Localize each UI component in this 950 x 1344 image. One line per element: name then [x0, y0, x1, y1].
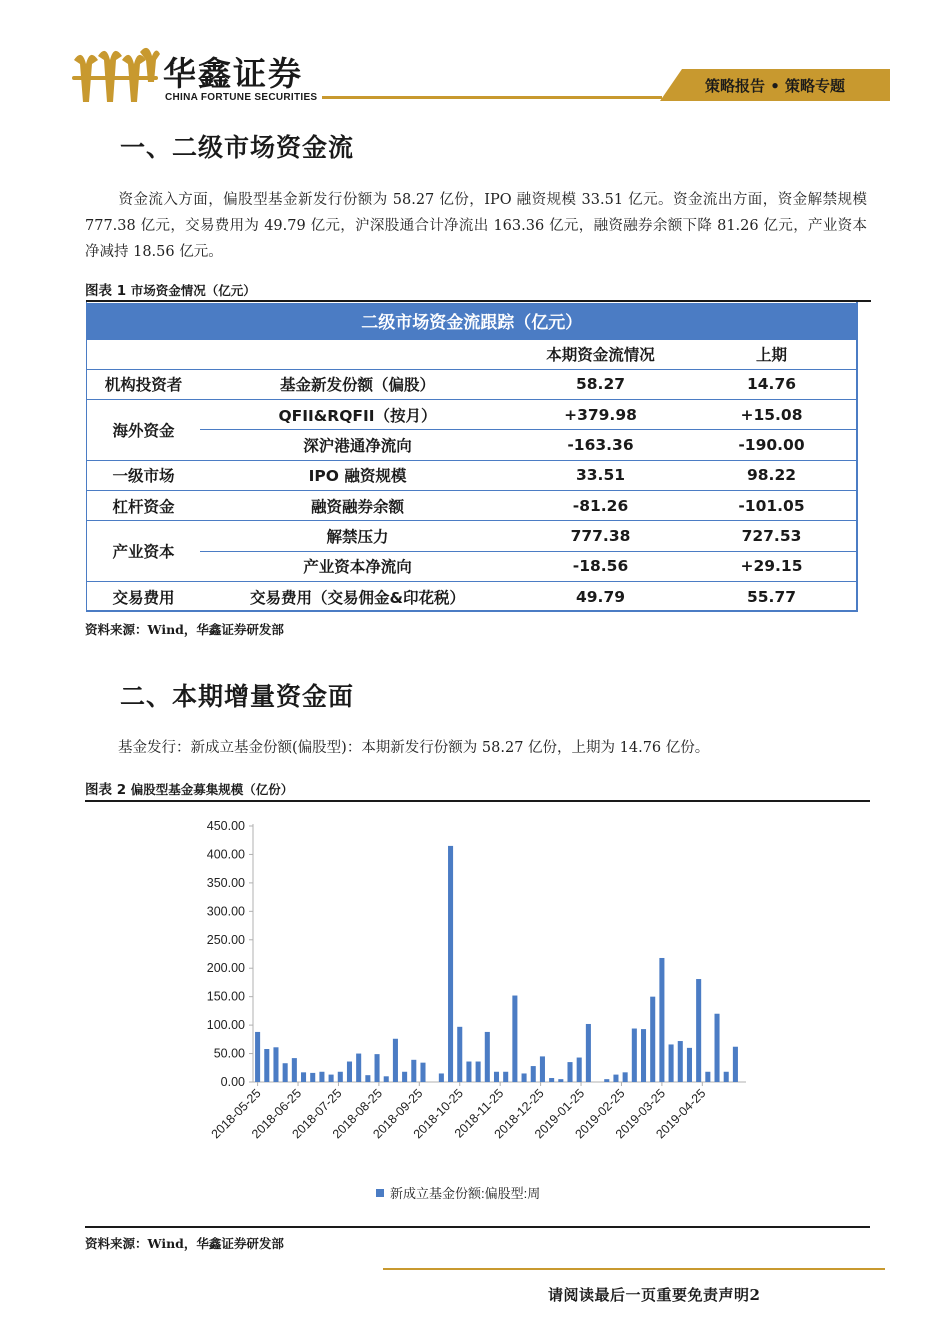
data-bar	[466, 1062, 471, 1082]
data-bar	[310, 1073, 315, 1082]
section-2-paragraph-text: 基金发行：新成立基金份额(偏股型)：本期新发行份额为 58.27 亿份，上期为 14.76 亿份。	[118, 740, 710, 756]
x-tick-label: 2018-12-25	[491, 1086, 547, 1142]
data-bar	[586, 1024, 591, 1082]
section-2-paragraph	[85, 735, 867, 761]
previous-cell: -190.00	[686, 430, 857, 460]
figure-2-title: 偏股型基金募集规模（亿份）	[130, 782, 294, 797]
table-header-row	[87, 339, 857, 369]
x-tick-label: 2019-02-25	[572, 1086, 628, 1142]
category-cell: 机构投资者	[87, 369, 200, 399]
data-bar	[420, 1063, 425, 1082]
legend-swatch	[376, 1189, 384, 1197]
data-bar	[632, 1029, 637, 1082]
table-row	[87, 369, 857, 399]
data-bar	[292, 1058, 297, 1082]
figure-2-caption	[85, 778, 293, 798]
current-cell: -18.56	[515, 551, 686, 581]
fund-issuance-bar-chart	[200, 812, 800, 1222]
data-bar	[476, 1062, 481, 1082]
data-bar	[696, 979, 701, 1082]
data-bar	[347, 1062, 352, 1082]
data-bar	[393, 1039, 398, 1082]
report-type-label: 策略报告 • 策略专题	[705, 77, 846, 95]
data-bar	[733, 1047, 738, 1082]
data-bar	[687, 1048, 692, 1082]
y-tick-label: 250.00	[206, 932, 245, 947]
data-bar	[540, 1056, 545, 1082]
previous-cell: 727.53	[686, 521, 857, 551]
current-cell: +379.98	[515, 400, 686, 430]
data-bar	[678, 1041, 683, 1082]
footer-disclaimer-text: 请阅读最后一页重要免责声明	[548, 1286, 750, 1304]
footer-disclaimer	[548, 1284, 760, 1305]
y-tick-label: 50.00	[213, 1046, 245, 1061]
data-bar	[365, 1075, 370, 1082]
figure-1-rule	[86, 300, 871, 302]
y-tick-label: 0.00	[220, 1075, 245, 1089]
y-tick-label: 100.00	[206, 1018, 245, 1033]
data-bar	[384, 1076, 389, 1082]
data-bar	[659, 958, 664, 1082]
data-bar	[567, 1062, 572, 1082]
item-cell: 产业资本净流向	[200, 551, 515, 581]
data-bar	[264, 1049, 269, 1082]
data-bar	[503, 1072, 508, 1082]
previous-cell: 98.22	[686, 460, 857, 490]
data-bar	[356, 1054, 361, 1082]
data-bar	[715, 1014, 720, 1082]
y-tick-label: 300.00	[206, 904, 245, 919]
page-number: 2	[749, 1286, 761, 1304]
data-bar	[255, 1032, 260, 1082]
company-logo-icon	[70, 42, 160, 106]
data-bar	[558, 1079, 563, 1082]
figure-2-rule-top	[85, 800, 870, 802]
section-1-heading: 一、二级市场资金流	[120, 133, 355, 162]
figure-1-label: 图表 1	[85, 283, 127, 299]
x-tick-label: 2018-11-25	[451, 1086, 507, 1141]
header-previous: 上期	[686, 339, 857, 369]
current-cell: -81.26	[515, 490, 686, 520]
x-tick-label: 2018-06-25	[249, 1086, 305, 1142]
data-bar	[402, 1072, 407, 1082]
data-bar	[623, 1072, 628, 1082]
data-bar	[338, 1072, 343, 1082]
x-tick-label: 2019-01-25	[532, 1086, 588, 1142]
table-title-row	[87, 303, 857, 339]
table-row	[87, 490, 857, 520]
data-bar	[531, 1066, 536, 1082]
x-tick-label: 2019-03-25	[612, 1086, 669, 1142]
data-bar	[411, 1060, 416, 1082]
data-bar	[577, 1058, 582, 1082]
x-tick-label: 2018-10-25	[410, 1086, 466, 1142]
data-bar	[375, 1054, 380, 1082]
data-bar	[319, 1072, 324, 1082]
data-bar	[669, 1044, 674, 1082]
figure-1-caption	[85, 279, 256, 299]
y-tick-label: 350.00	[206, 875, 245, 890]
data-bar	[448, 846, 453, 1082]
category-cell: 产业资本	[87, 521, 200, 582]
company-name-en: CHINA FORTUNE SECURITIES	[165, 92, 318, 103]
company-name-cn: 华鑫证券	[163, 54, 303, 93]
item-cell: IPO 融资规模	[200, 460, 515, 490]
data-bar	[604, 1079, 609, 1082]
data-bar	[273, 1047, 278, 1082]
previous-cell: +15.08	[686, 400, 857, 430]
y-tick-label: 200.00	[206, 961, 245, 976]
data-bar	[705, 1072, 710, 1082]
table-row	[87, 460, 857, 490]
category-cell: 一级市场	[87, 460, 200, 490]
data-bar	[724, 1072, 729, 1082]
y-tick-label: 150.00	[206, 989, 245, 1004]
category-cell: 交易费用	[87, 581, 200, 611]
data-bar	[457, 1027, 462, 1082]
capital-flow-table	[87, 303, 858, 612]
data-bar	[439, 1073, 444, 1082]
table-title: 二级市场资金流跟踪（亿元）	[87, 303, 857, 339]
item-cell: 基金新发份额（偏股）	[200, 369, 515, 399]
previous-cell: +29.15	[686, 551, 857, 581]
data-bar	[485, 1032, 490, 1082]
table-row	[87, 430, 857, 460]
x-tick-label: 2018-05-25	[208, 1086, 264, 1142]
x-tick-label: 2018-07-25	[289, 1086, 345, 1142]
data-bar	[301, 1072, 306, 1082]
table-row	[87, 551, 857, 581]
current-cell: 777.38	[515, 521, 686, 551]
current-cell: 49.79	[515, 581, 686, 611]
data-bar	[613, 1075, 618, 1082]
legend-label: 新成立基金份额:偏股型:周	[390, 1186, 541, 1201]
previous-cell: 55.77	[686, 581, 857, 611]
section-1-paragraph	[85, 187, 867, 265]
source-note-1: 资料来源：Wind，华鑫证券研发部	[85, 622, 284, 637]
item-cell: 深沪港通净流向	[200, 430, 515, 460]
header-divider	[322, 96, 662, 99]
current-cell: 58.27	[515, 369, 686, 399]
item-cell: QFII&RQFII（按月）	[200, 400, 515, 430]
table-row	[87, 581, 857, 611]
section-1-paragraph-text: 资金流入方面，偏股型基金新发行份额为 58.27 亿份，IPO 融资规模 33.51 亿元。资金流出方面，资金解禁规模 777.38 亿元，交易费用为 49.79 亿元，沪深股通合计净流出 163.36 亿元，融资融券余额下降 81.26 亿元，产业资本净减持 18.56 亿元。	[85, 192, 867, 260]
current-cell: -163.36	[515, 430, 686, 460]
data-bar	[650, 997, 655, 1082]
y-tick-label: 400.00	[206, 847, 245, 862]
footer-divider	[383, 1268, 885, 1270]
x-tick-label: 2018-08-25	[329, 1086, 386, 1142]
figure-2-label: 图表 2	[85, 782, 127, 798]
category-cell: 杠杆资金	[87, 490, 200, 520]
y-tick-label: 450.00	[206, 819, 245, 833]
figure-1-title: 市场资金情况（亿元）	[130, 283, 256, 298]
header-current: 本期资金流情况	[515, 339, 686, 369]
data-bar	[641, 1029, 646, 1082]
section-2-heading: 二、本期增量资金面	[120, 682, 355, 711]
table-row	[87, 400, 857, 430]
source-note-2: 资料来源：Wind，华鑫证券研发部	[85, 1236, 284, 1251]
previous-cell: -101.05	[686, 490, 857, 520]
page-header	[0, 0, 950, 110]
data-bar	[522, 1073, 527, 1082]
figure-2-rule-bottom	[85, 1226, 870, 1228]
data-bar	[549, 1078, 554, 1082]
item-cell: 融资融券余额	[200, 490, 515, 520]
item-cell: 解禁压力	[200, 521, 515, 551]
data-bar	[329, 1075, 334, 1082]
table-row	[87, 521, 857, 551]
x-tick-label: 2018-09-25	[370, 1086, 426, 1142]
previous-cell: 14.76	[686, 369, 857, 399]
x-tick-label: 2019-04-25	[653, 1086, 709, 1142]
data-bar	[494, 1072, 499, 1082]
current-cell: 33.51	[515, 460, 686, 490]
category-cell: 海外资金	[87, 400, 200, 461]
item-cell: 交易费用（交易佣金&印花税）	[200, 581, 515, 611]
data-bar	[512, 996, 517, 1082]
data-bar	[283, 1063, 288, 1082]
